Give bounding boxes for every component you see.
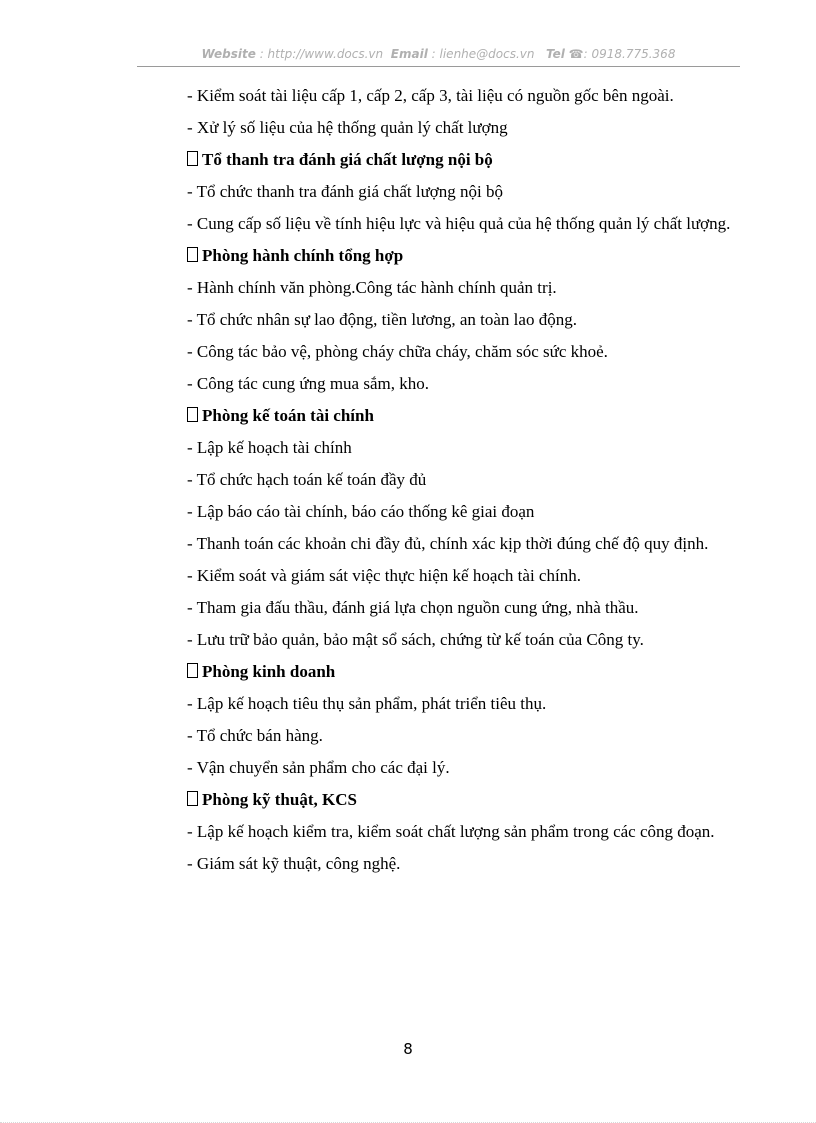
section-heading-text: Phòng hành chính tổng hợp — [202, 246, 404, 265]
section-heading — [137, 656, 739, 688]
list-item: - Lưu trữ bảo quản, bảo mật sổ sách, chứng từ kế toán của Công ty. — [187, 630, 644, 649]
list-item: - Lập kế hoạch tiêu thụ sản phẩm, phát triển tiêu thụ. — [187, 694, 547, 713]
list-item: - Hành chính văn phòng.Công tác hành chính quản trị. — [187, 278, 557, 297]
list-item: - Kiểm soát và giám sát việc thực hiện kế hoạch tài chính. — [187, 566, 581, 585]
website-label: Website — [201, 47, 256, 61]
document-body — [137, 80, 739, 880]
section-heading-text: Phòng kỹ thuật, KCS — [202, 790, 357, 809]
list-item: - Kiểm soát tài liệu cấp 1, cấp 2, cấp 3, tài liệu có nguồn gốc bên ngoài. — [187, 86, 674, 105]
section-heading — [137, 400, 739, 432]
checkbox-bullet-icon — [187, 151, 198, 166]
section-heading — [137, 784, 739, 816]
section-heading-text: Phòng kinh doanh — [202, 662, 336, 681]
email-label: Email — [390, 47, 428, 61]
list-item: - Lập báo cáo tài chính, báo cáo thống kê giai đoạn — [187, 502, 535, 521]
page-header — [137, 47, 740, 61]
page-number: 8 — [403, 1040, 413, 1058]
section-heading-text: Phòng kế toán tài chính — [202, 406, 374, 425]
list-item: - Cung cấp số liệu về tính hiệu lực và hiệu quả của hệ thống quản lý chất lượng. — [187, 214, 731, 233]
checkbox-bullet-icon — [187, 791, 198, 806]
website-value: : http://www.docs.vn — [259, 47, 384, 61]
section-heading — [137, 144, 739, 176]
section-heading — [137, 240, 739, 272]
list-item: - Tổ chức thanh tra đánh giá chất lượng nội bộ — [187, 182, 504, 201]
tel-label: Tel — [545, 47, 565, 61]
header-divider — [137, 66, 740, 67]
list-item: - Lập kế hoạch tài chính — [187, 438, 352, 457]
tel-value: ☎: 0918.775.368 — [568, 47, 676, 61]
checkbox-bullet-icon — [187, 407, 198, 422]
email-value: : lienhe@docs.vn — [431, 47, 535, 61]
list-item: - Lập kế hoạch kiểm tra, kiểm soát chất lượng sản phẩm trong các công đoạn. — [187, 822, 715, 841]
list-item: - Vận chuyển sản phẩm cho các đại lý. — [187, 758, 450, 777]
list-item: - Công tác bảo vệ, phòng cháy chữa cháy, chăm sóc sức khoẻ. — [187, 342, 608, 361]
list-item: - Tham gia đấu thầu, đánh giá lựa chọn nguồn cung ứng, nhà thầu. — [187, 598, 639, 617]
list-item: - Công tác cung ứng mua sắm, kho. — [187, 374, 429, 393]
list-item: - Tổ chức bán hàng. — [187, 726, 323, 745]
checkbox-bullet-icon — [187, 247, 198, 262]
list-item: - Thanh toán các khoản chi đầy đủ, chính xác kịp thời đúng chế độ quy định. — [187, 534, 709, 553]
list-item: - Giám sát kỹ thuật, công nghệ. — [187, 854, 401, 873]
list-item: - Xử lý số liệu của hệ thống quản lý chất lượng — [187, 118, 508, 137]
list-item: - Tổ chức nhân sự lao động, tiền lương, an toàn lao động. — [187, 310, 577, 329]
checkbox-bullet-icon — [187, 663, 198, 678]
section-heading-text: Tổ thanh tra đánh giá chất lượng nội bộ — [202, 150, 493, 169]
list-item: - Tổ chức hạch toán kế toán đầy đủ — [187, 470, 427, 489]
